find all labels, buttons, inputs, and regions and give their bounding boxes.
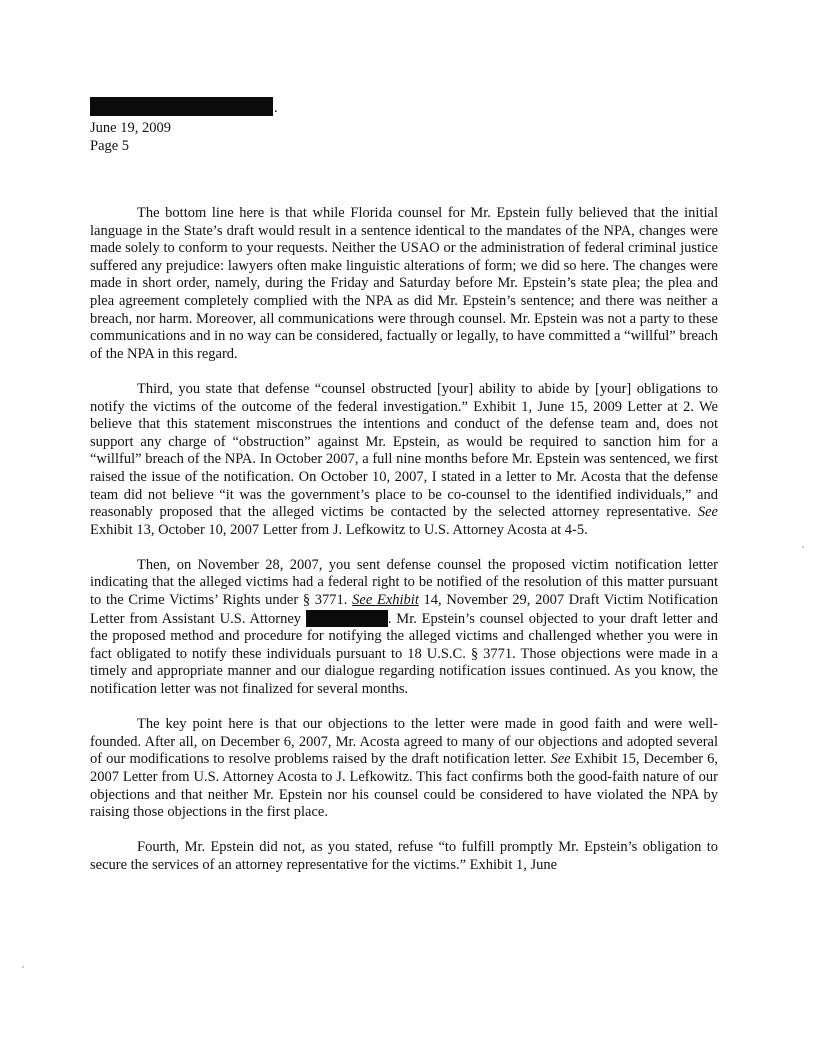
- paragraph-fourth: Fourth, Mr. Epstein did not, as you stated, refuse “to fulfill promptly Mr. Epstein’s obligation to secure the services of an attorney representative for the victims.” Exhibit 1, June: [90, 839, 718, 873]
- see-exhibit-citation: See Exhibit: [352, 592, 419, 609]
- paragraph-text: The key point here is that our objections to the letter were made in good faith and were well-founded. After all, on December 6, 2007, Mr. Acosta agreed to many of our objections and adopted several of our modifications to resolve problems raised by the draft notification letter.: [90, 716, 718, 768]
- paragraph-third: [90, 381, 718, 539]
- page-number: Page 5: [90, 138, 130, 154]
- letter-body: [90, 205, 718, 875]
- letter-date: June 19, 2009: [90, 120, 171, 136]
- paragraph-text: Third, you state that defense “counsel obstructed [your] ability to abide by [your] obligations to notify the victims of the outcome of the federal investigation.” Exhibit 1, June 15, 2009 Letter at 2. We believe that this statement misconstrues the intentions and conduct of the defense team and, does not support any charge of “obstruction” against Mr. Epstein, as would be required to sanction him for a “willful” breach of the NPA. In October 2007, a full nine months before Mr. Epstein was sentenced, we first raised the issue of the notification. On October 10, 2007, I stated in a letter to Mr. Acosta that the defense team did not believe “it was the government’s place to be co-counsel to the identified individuals,” and reasonably proposed that the alleged victims be contacted by the selected attorney representative.: [90, 380, 718, 521]
- see-citation: See: [697, 504, 718, 521]
- paragraph-text: . Mr. Epstein’s counsel objected to your draft letter and the proposed method and procedure for notifying the alleged victims and challenged whether you were in fact obligated to notify these individuals pursuant to 18 U.S.C. § 3771. Those objections were made in a timely and appropriate manner and our dialogue regarding notification issues continued. As you know, the notification letter was not finalized for several months.: [90, 610, 718, 698]
- paragraph-text: Exhibit 13, October 10, 2007 Letter from J. Lefkowitz to U.S. Attorney Acosta at 4-5.: [90, 521, 588, 538]
- paragraph-bottom-line: The bottom line here is that while Florida counsel for Mr. Epstein fully believed that the initial language in the State’s draft would result in a sentence identical to the mandates of the NPA, changes were made solely to conform to your requests. Neither the USAO or the administration of federal criminal justice suffered any prejudice: lawyers often make linguistic alterations of form; we did so here. The changes were made in short order, namely, during the Friday and Saturday before Mr. Epstein’s state plea; the plea and plea agreement completely complied with the NPA as did Mr. Epstein’s sentence; and there was neither a breach, nor harm. Moreover, all communications were through counsel. Mr. Epstein was not a party to these communications and in no way can be considered, factually or legally, to have committed a “willful” breach of the NPA in this regard.: [90, 205, 718, 362]
- addressee-period: .: [274, 100, 278, 116]
- paragraph-text: 14, November 29, 2007 Draft Victim Notification Letter from Assistant U.S. Attorney: [90, 592, 718, 627]
- paragraph-text: Then, on November 28, 2007, you sent defense counsel the proposed victim notification letter indicating that the alleged victims had a federal right to be notified of the resolution of this matter pursuant to the Crime Victims’ Rights under § 3771.: [90, 556, 718, 609]
- scan-speck: [22, 966, 24, 968]
- see-citation: See: [550, 751, 571, 768]
- paragraph-key-point: [90, 716, 718, 822]
- paragraph-text: Exhibit 15, December 6, 2007 Letter from U.S. Attorney Acosta to J. Lefkowitz. This fact confirms both the good-faith nature of our objections and that neither Mr. Epstein nor his counsel could be considered to have violated the NPA by raising those objections in the first place.: [90, 751, 718, 821]
- page-header: [90, 119, 171, 155]
- redacted-addressee: [90, 97, 273, 116]
- redacted-name: [306, 610, 388, 627]
- paragraph-then: [90, 557, 718, 699]
- scan-speck: [802, 546, 804, 548]
